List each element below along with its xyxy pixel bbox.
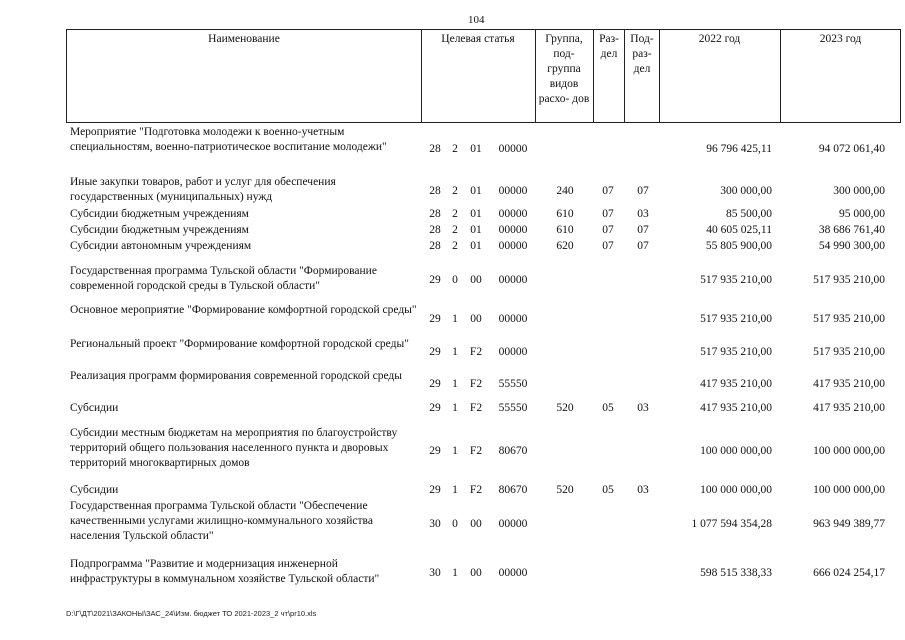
target-code-direction: 00000 — [498, 224, 528, 236]
expense-group: 520 — [556, 402, 574, 414]
target-code-program: 28 — [429, 208, 441, 220]
header-divider — [535, 30, 536, 122]
amount-2023: 517 935 210,00 — [813, 313, 885, 325]
target-code-event: F2 — [469, 445, 483, 457]
target-code-event: 01 — [470, 240, 482, 252]
target-code-program: 29 — [429, 346, 441, 358]
target-code-subprogram: 1 — [452, 402, 458, 414]
target-code-event: 01 — [470, 224, 482, 236]
row-name: Иные закупки товаров, работ и услуг для обеспечения государственных (муниципальных) нужд — [70, 176, 336, 203]
amount-2022: 300 000,00 — [720, 185, 772, 197]
target-code-direction: 00000 — [498, 208, 528, 220]
section-code: 05 — [602, 484, 614, 496]
target-code-subprogram: 1 — [452, 378, 458, 390]
section-code: 07 — [602, 185, 614, 197]
target-code-program: 29 — [429, 445, 441, 457]
expense-group: 620 — [556, 240, 574, 252]
target-code-program: 29 — [429, 313, 441, 325]
amount-2022: 598 515 338,33 — [700, 567, 772, 579]
target-code-subprogram: 1 — [452, 346, 458, 358]
amount-2023: 300 000,00 — [833, 185, 885, 197]
target-code-program: 28 — [429, 224, 441, 236]
target-code-direction: 00000 — [498, 274, 528, 286]
target-code-event: F2 — [469, 402, 483, 414]
expense-group: 240 — [556, 185, 574, 197]
target-code-subprogram: 2 — [452, 208, 458, 220]
section-code: 07 — [602, 208, 614, 220]
file-path-footer: D:\Г\ДТ\2021\ЗАКОНЫ\ЗАС_24\Изм. бюджет ТО 2021-2023_2 чт\pr10.xls — [66, 609, 317, 618]
amount-2022: 1 077 594 354,28 — [691, 518, 772, 530]
target-code-direction: 00000 — [498, 240, 528, 252]
target-code-subprogram: 0 — [452, 274, 458, 286]
target-code-program: 29 — [429, 378, 441, 390]
target-code-subprogram: 2 — [452, 143, 458, 155]
target-code-direction: 00000 — [498, 313, 528, 325]
amount-2023: 38 686 761,40 — [818, 224, 885, 236]
target-code-event: 01 — [470, 208, 482, 220]
target-code-direction: 00000 — [498, 185, 528, 197]
target-code-subprogram: 2 — [452, 185, 458, 197]
target-code-direction: 00000 — [498, 567, 528, 579]
amount-2023: 963 949 389,77 — [813, 518, 885, 530]
amount-2022: 517 935 210,00 — [700, 313, 772, 325]
amount-2023: 54 990 300,00 — [818, 240, 885, 252]
target-code-event: F2 — [469, 378, 483, 390]
target-code-event: F2 — [469, 484, 483, 496]
amount-2023: 517 935 210,00 — [813, 346, 885, 358]
row-name: Субсидии бюджетным учреждениям — [70, 208, 249, 220]
target-code-program: 28 — [429, 185, 441, 197]
row-name: Реализация программ формирования современной городской среды — [70, 370, 403, 382]
section-code: 07 — [602, 240, 614, 252]
amount-2023: 417 935 210,00 — [813, 402, 885, 414]
target-code-direction: 00000 — [498, 346, 528, 358]
amount-2022: 55 805 900,00 — [705, 240, 772, 252]
subsection-code: 07 — [637, 224, 649, 236]
amount-2022: 417 935 210,00 — [700, 378, 772, 390]
amount-2022: 85 500,00 — [726, 208, 772, 220]
amount-2023: 94 072 061,40 — [818, 143, 885, 155]
amount-2022: 100 000 000,00 — [700, 445, 772, 457]
header-group: Группа, под- группа видов расхо- дов — [538, 33, 590, 105]
target-code-program: 29 — [429, 484, 441, 496]
header-year-2023: 2023 год — [819, 33, 862, 45]
amount-2022: 40 605 025,11 — [706, 224, 772, 236]
header-target: Целевая статья — [441, 33, 515, 45]
expense-group: 520 — [556, 484, 574, 496]
amount-2023: 95 000,00 — [839, 208, 885, 220]
row-name: Субсидии — [70, 402, 119, 414]
amount-2022: 96 796 425,11 — [706, 143, 772, 155]
table-header — [66, 29, 901, 123]
target-code-program: 29 — [429, 274, 441, 286]
section-code: 07 — [602, 224, 614, 236]
subsection-code: 03 — [637, 208, 649, 220]
header-divider — [624, 30, 625, 122]
target-code-event: 00 — [470, 313, 482, 325]
subsection-code: 03 — [637, 402, 649, 414]
header-name: Наименование — [208, 33, 280, 45]
amount-2023: 100 000 000,00 — [813, 484, 885, 496]
target-code-event: F2 — [469, 346, 483, 358]
header-year-2022: 2022 год — [698, 33, 741, 45]
expense-group: 610 — [556, 208, 574, 220]
target-code-subprogram: 1 — [452, 313, 458, 325]
target-code-event: 01 — [470, 143, 482, 155]
target-code-subprogram: 0 — [452, 518, 458, 530]
amount-2022: 417 935 210,00 — [700, 402, 772, 414]
target-code-program: 29 — [429, 402, 441, 414]
amount-2023: 417 935 210,00 — [813, 378, 885, 390]
target-code-direction: 80670 — [498, 484, 528, 496]
target-code-direction: 55550 — [498, 378, 528, 390]
row-name: Государственная программа Тульской области "Формирование современной городской среды в Тульской области" — [70, 265, 377, 292]
header-section: Раз- дел — [599, 33, 619, 60]
row-name: Мероприятие "Подготовка молодежи к военно-учетным специальностям, военно-патриотическое воспитание молодежи" — [70, 126, 387, 153]
amount-2022: 517 935 210,00 — [700, 346, 772, 358]
target-code-direction: 00000 — [498, 518, 528, 530]
section-code: 05 — [602, 402, 614, 414]
target-code-event: 01 — [470, 185, 482, 197]
target-code-direction: 80670 — [498, 445, 528, 457]
target-code-event: 00 — [470, 274, 482, 286]
amount-2022: 517 935 210,00 — [700, 274, 772, 286]
target-code-subprogram: 1 — [452, 567, 458, 579]
target-code-direction: 00000 — [498, 143, 528, 155]
target-code-program: 28 — [429, 240, 441, 252]
row-name: Основное мероприятие "Формирование комфортной городской среды" — [70, 304, 417, 316]
target-code-program: 30 — [429, 567, 441, 579]
subsection-code: 07 — [637, 240, 649, 252]
target-code-subprogram: 1 — [452, 484, 458, 496]
row-name: Субсидии автономным учреждениям — [70, 240, 252, 252]
target-code-event: 00 — [470, 518, 482, 530]
header-divider — [593, 30, 594, 122]
row-name: Государственная программа Тульской области "Обеспечение качественными услугами жилищно-коммунального хозяйства населения Тульской области" — [70, 500, 373, 542]
row-name: Региональный проект "Формирование комфортной городской среды" — [70, 338, 409, 350]
subsection-code: 07 — [637, 185, 649, 197]
header-subsection: Под- раз- дел — [630, 33, 654, 75]
target-code-program: 30 — [429, 518, 441, 530]
row-name: Подпрограмма "Развитие и модернизация инженерной инфраструктуры в коммунальном хозяйстве Тульской области" — [70, 558, 380, 585]
amount-2023: 517 935 210,00 — [813, 274, 885, 286]
target-code-subprogram: 2 — [452, 224, 458, 236]
target-code-event: 00 — [470, 567, 482, 579]
row-name: Субсидии местным бюджетам на мероприятия по благоустройству территорий общего пользования населенного пункта и дворовых территорий многоквартирных домов — [70, 427, 398, 469]
row-name: Субсидии — [70, 484, 119, 496]
target-code-subprogram: 2 — [452, 240, 458, 252]
target-code-direction: 55550 — [498, 402, 528, 414]
target-code-program: 28 — [429, 143, 441, 155]
expense-group: 610 — [556, 224, 574, 236]
amount-2022: 100 000 000,00 — [700, 484, 772, 496]
amount-2023: 666 024 254,17 — [813, 567, 885, 579]
amount-2023: 100 000 000,00 — [813, 445, 885, 457]
row-name: Субсидии бюджетным учреждениям — [70, 224, 249, 236]
target-code-subprogram: 1 — [452, 445, 458, 457]
subsection-code: 03 — [637, 484, 649, 496]
page-number: 104 — [468, 14, 485, 26]
